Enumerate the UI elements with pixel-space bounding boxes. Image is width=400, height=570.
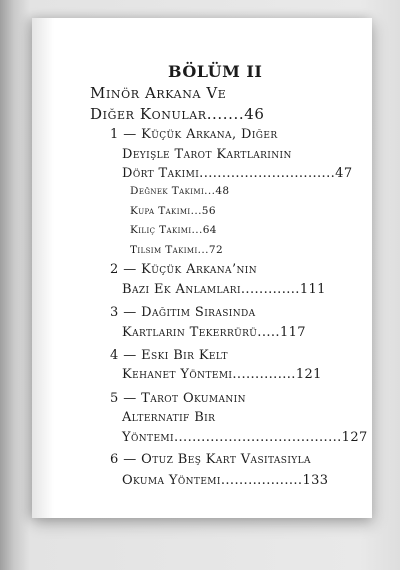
toc-entry-1-line-3: Dört Takımı..............................47 — [122, 166, 353, 181]
toc-entry-5-line-1: 5 — Tarot Okumanın — [110, 391, 246, 406]
toc-entry-5-line-3: Yöntemi.....................................127 — [122, 430, 368, 445]
toc-entry-4-line-1: 4 — Eski Bir Kelt — [110, 348, 228, 363]
toc-entry-3-line-1: 3 — Dağıtım Sırasında — [110, 305, 256, 320]
toc-entry-3-line-2: Kartların Tekerrürü.....117 — [122, 325, 306, 340]
toc-entry-2-line-2: Bazı Ek Anlamları.............111 — [122, 282, 326, 297]
toc-entry-6-line-1: 6 — Otuz Beş Kart Vasıtasıyla — [110, 452, 311, 467]
toc-subentry-degnek: Değnek Takımı...48 — [130, 185, 230, 197]
part-title-line-1: Minör Arkana Ve — [90, 84, 227, 102]
book-page — [32, 18, 372, 518]
toc-entry-6-line-2: Okuma Yöntemi..................133 — [122, 473, 329, 488]
toc-subentry-kilic: Kılıç Takımı...64 — [130, 224, 217, 236]
toc-entry-4-line-2: Kehanet Yöntemi..............121 — [122, 367, 322, 382]
toc-subentry-tilsim: Tılsım Takımı...72 — [130, 244, 224, 256]
toc-subentry-kupa: Kupa Takımı...56 — [130, 205, 216, 217]
toc-entry-1-line-1: 1 — Küçük Arkana, Diğer — [110, 127, 278, 142]
section-heading: BÖLÜM II — [168, 62, 263, 81]
toc-entry-2-line-1: 2 — Küçük Arkana’nın — [110, 262, 257, 277]
part-title-line-2: Diğer Konular.......46 — [90, 105, 265, 123]
toc-entry-1-line-2: Deyişle Tarot Kartlarının — [122, 147, 292, 162]
toc-entry-5-line-2: Alternatif Bir — [122, 410, 216, 425]
